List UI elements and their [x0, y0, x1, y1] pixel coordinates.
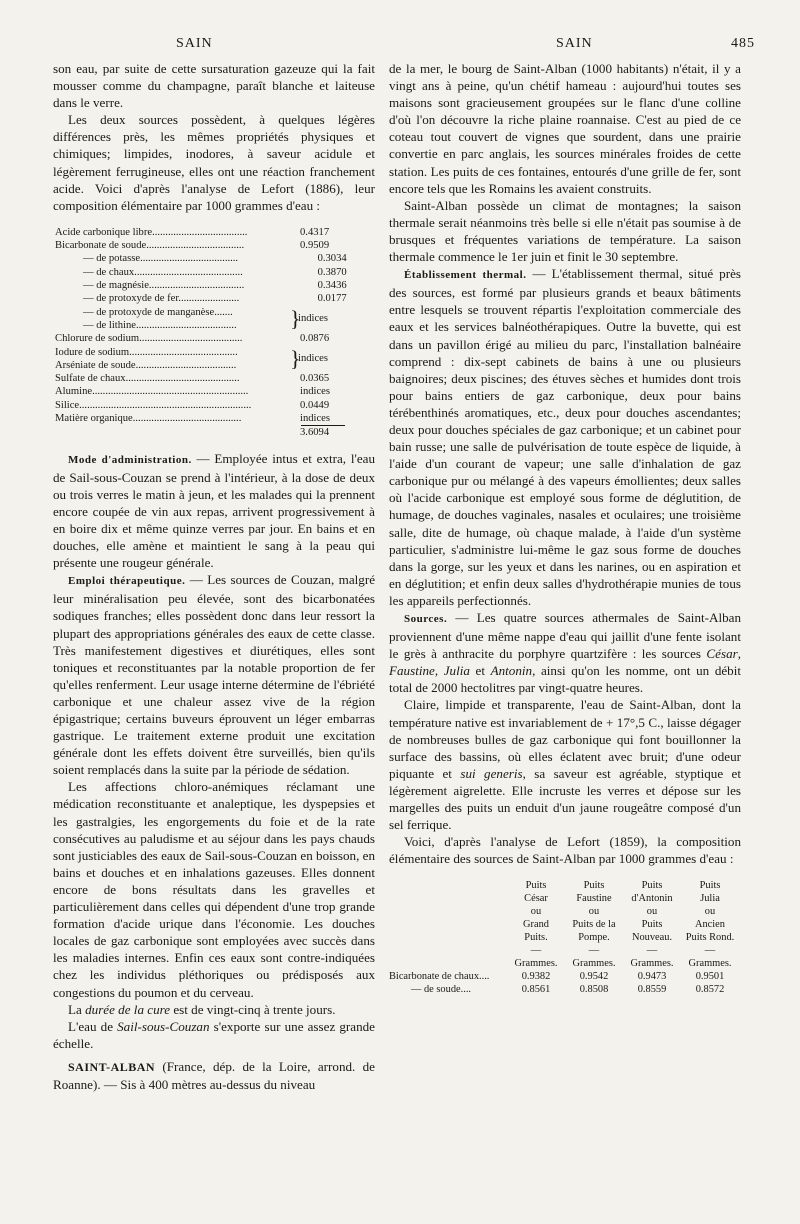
page-number: 485 — [731, 36, 755, 51]
header-line: Grand — [523, 919, 549, 931]
paragraph — [53, 1001, 375, 1018]
composition-name: Matière organique......................................... — [55, 413, 242, 424]
composition-value: indices — [298, 313, 329, 325]
row-label: Bicarbonate de chaux.... — [389, 971, 490, 983]
section-text: — Employée intus et extra, l'eau de Sail-sous-Couzan se prend à l'intérieur, à la dose de deux ou trois verres le matin à jeun, et les malades qui la prennent encore coupée de vin aux repas, arrivent progressivement à en boire dix et même quinze verres par jour. En bains et en douches, elle amène et maintient le sang à la peau qui présente une rougeur générale. — [53, 450, 376, 571]
header-line: Puits. — [524, 932, 548, 944]
section-text: — L'établissement thermal, situé près des sources, est formé par plusieurs grands et beaux bâtiments entre lesquels se trouvent répartis l'exploitation commerciale des eaux et les services balnéothérapiques. Outre la buvette, qui est dans un pavillon érigé au milieu du parc, l'installation balnéaire comprend : dix-sept cabinets de bains à une ou plusieurs baignoires; deux piscines; des étuves sèches et humides dont trois pour bains entiers de gaz carbonique, deux pour bains térébenthinés aromatiques, etc., deux pour douches ascendantes; deux pour douches spéciales de gaz carbonique; et un cabinet pour bain russe; une salle de pulvérisation de toute espèce de liquide, à l'aide d'un courant de vapeur; une salle d'inhalation de gaz carbonique pur ou mélangé à des vapeurs émollientes; deux salles où l'acide carbonique est employé sous forme de déglutition, de humage, de douches vaginales, nasales et oculaires; une troisième salle, dite de humage, où chaque malade, à l'aide d'un système particulier, s'administre lui-même le gaz sous forme de douches dans la gorge, sur les yeux et dans les narines, ou en aspiration et en déglutition; et enfin deux salles d'hydrothérapie munies de tous les appareils perfectionnés. — [389, 266, 742, 608]
header-line: Puits — [525, 880, 547, 892]
section-text: , ainsi qu'on les nomme, ont un débit total de 2000 hectolitres par vingt-quatre heures. — [389, 663, 741, 696]
paragraph: Les deux sources possèdent, à quelques légères différences près, les mêmes propriétés physiques et chimiques; limpides, inodores, à saveur acidule et légèrement ferrugineuse, elles ont une réaction franchement acide. Voici d'après l'analyse de Lefort (1886), leur composition élémentaire par 1000 grammes d'eau : — [53, 112, 375, 213]
header-line: Puits — [699, 880, 721, 892]
table-header — [389, 879, 741, 944]
composition-name: Bicarbonate de soude..................................... — [55, 240, 245, 252]
text-run: L'eau de — [68, 1018, 118, 1034]
dash-cell: — — [704, 945, 716, 957]
header-line: Nouveau. — [631, 932, 673, 944]
table-cell: 0.9382 — [521, 971, 551, 983]
unit-cell: Grammes. — [514, 958, 558, 970]
composition-name: Iodure de sodium......................................... — [55, 346, 238, 358]
table-cell: 0.8561 — [521, 984, 551, 996]
paragraph — [53, 571, 375, 778]
composition-total: 3.6094 — [300, 427, 330, 439]
text-run: est de vingt-cinq à trente jours. — [170, 1001, 336, 1017]
composition-row — [55, 266, 375, 279]
paragraph: Saint-Alban possède un climat de montagnes; la saison thermale serait néanmoins très belle si elle n'était pas soumise à de brusques et fréquentes variations de température. La saison thermale commence le 1er juin et finit le 30 septembre. — [389, 197, 741, 265]
table-dash-row — [389, 944, 741, 957]
composition-name: Arséniate de soude...................................... — [55, 359, 237, 371]
composition-name: Chlorure de sodium....................................... — [55, 333, 243, 345]
composition-row — [55, 239, 375, 252]
analysis-table — [389, 879, 741, 996]
composition-row — [55, 372, 375, 385]
column-header — [565, 879, 623, 944]
section-heading: Mode d'administration. — [68, 453, 192, 466]
brace-glyph: } — [290, 305, 301, 331]
composition-value: indices — [300, 386, 331, 398]
composition-name: — de magnésie.................................... — [83, 280, 245, 292]
paragraph — [389, 265, 741, 609]
column-header — [681, 879, 739, 944]
header-line: ou — [704, 906, 716, 918]
source-name: Faustine — [389, 663, 435, 679]
header-line: ou — [646, 906, 658, 918]
running-head-right: SAIN — [556, 36, 593, 51]
entry-headword: SAINT-ALBAN — [68, 1059, 156, 1074]
composition-name: — de protoxyde de manganèse....... — [83, 306, 233, 318]
paragraph: de la mer, le bourg de Saint-Alban (1000 habitants) n'était, il y a vingt ans à peine, qu'un chétif hameau : aujourd'hui toutes ses maisons sont gracieusement groupées sur le flanc d'une colline d'où l'on découvre la riche plaine roannaise. C'est au pied de ce coteau tout couvert de vignes que sourdent, dans une prairie convertie en parc anglais, les sources minérales froides de cette station. Les puits de ces fontaines, entourés d'une grille de fer, sont encore tels que les Romains les avaient construits. — [389, 61, 741, 196]
composition-name: — de protoxyde de fer....................... — [83, 293, 240, 305]
header-line: Puits de la — [572, 919, 616, 931]
composition-value: indices — [298, 353, 329, 365]
brace-glyph: } — [290, 345, 301, 371]
table-cell: 0.8572 — [695, 984, 725, 996]
composition-value: 0.9509 — [300, 240, 330, 252]
composition-name: Acide carbonique libre.................................... — [55, 226, 248, 238]
table-cell: 0.9473 — [637, 971, 667, 983]
header-line: ou — [588, 906, 600, 918]
section-heading: Établissement thermal. — [404, 269, 527, 282]
italic-run: Sail-sous-Couzan — [117, 1018, 210, 1034]
header-line: César — [524, 893, 548, 905]
composition-row — [55, 332, 375, 345]
composition-name: Sulfate de chaux........................................... — [55, 373, 240, 385]
composition-value: 0.3034 — [317, 253, 347, 265]
left-column — [53, 60, 375, 1093]
section-text: — Les sources de Couzan, malgré leur minéralisation peu élevée, sont des bicarbonatées sodiques franches; elles possèdent donc dans leur ressort la plupart des appropriations générales des eaux de cette classe. Très manifestement digestives et diurétiques, elles sont toniques et reconstituantes par la notable proportion de fer qu'elles renferment. Leur usage interne détermine de l'ébriété carbonique et une chaleur assez vive de la région épigastrique; certains buveurs éprouvent un léger embarras gastrique. Le traitement externe produit une excitation générale dont les effets doivent être surveillés, bien qu'ils soient remplacés dans la suite par la période de sédation. — [53, 572, 375, 778]
italic-run: sui generis — [460, 765, 523, 781]
row-label: — de soude.... — [411, 984, 472, 996]
composition-row — [55, 399, 375, 412]
composition-value: 0.3436 — [317, 280, 347, 292]
entry-text: (France, dép. de la Loire, arrond. de Roanne). — Sis à 400 mètres au-dessus du niveau — [53, 1058, 375, 1092]
column-header — [623, 879, 681, 944]
section-heading: Emploi thérapeutique. — [68, 575, 186, 588]
composition-row — [55, 385, 375, 398]
header-line: Faustine — [576, 893, 612, 905]
composition-row — [55, 292, 375, 305]
dash-cell: — — [588, 945, 600, 957]
table-row — [389, 983, 741, 996]
composition-group — [55, 346, 375, 373]
entry-paragraph — [53, 1058, 375, 1093]
composition-value: indices — [300, 413, 331, 424]
composition-value: 0.4317 — [300, 226, 330, 238]
table-cell: 0.8508 — [579, 984, 609, 996]
table-cell: 0.9542 — [579, 971, 609, 983]
unit-cell: Grammes. — [630, 958, 674, 970]
running-head-left: SAIN — [176, 36, 213, 51]
unit-cell: Grammes. — [572, 958, 616, 970]
header-line: d'Antonin — [631, 893, 673, 905]
source-name: César — [706, 646, 738, 662]
dash-cell: — — [530, 945, 542, 957]
header-line: Puits — [641, 880, 663, 892]
paragraph: Voici, d'après l'analyse de Lefort (1859), la composition élémentaire des sources de Saint-Alban par 1000 grammes d'eau : — [389, 834, 741, 867]
unit-cell: Grammes. — [688, 958, 732, 970]
header-line: Puits — [641, 919, 663, 931]
header-line: Ancien — [694, 919, 725, 931]
section-text: — Les quatre sources athermales de Saint-Alban proviennent d'une même nappe d'eau qui jaillit d'une fente isolant le grès à anthracite du porphyre quartzifère : les sources — [389, 610, 741, 662]
composition-name: — de lithine...................................... — [83, 319, 237, 331]
text-run: Claire, limpide et transparente, l'eau de Saint-Alban, dont la température native est invariablement de + 17°,5 C., laisse dégager de nombreuses bulles de gaz carbonique qui font bouillonner la surface des bassins, où elles éclatent avec bruit; d'une odeur piquante et — [389, 697, 741, 781]
text-run: La — [68, 1001, 86, 1017]
composition-name: Silice................................................................. — [55, 399, 252, 411]
composition-name: Alumine........................................................... — [55, 386, 249, 398]
composition-value: 0.3870 — [317, 266, 347, 278]
header-line: ou — [530, 906, 542, 918]
composition-name: — de chaux......................................... — [83, 266, 243, 278]
composition-value: 0.0365 — [300, 373, 330, 385]
text-run: , sa saveur est agréable, styptique et légèrement aigrelette. Elle incruste les verres et dépose sur les margelles des puits un enduit d'un jaune rougeâtre composé d'un sel ferrique. — [389, 765, 741, 833]
composition-value: 0.0449 — [300, 399, 330, 411]
section-heading: Sources. — [404, 613, 448, 625]
italic-run: durée de la cure — [85, 1001, 171, 1017]
header-line: Puits Rond. — [685, 932, 735, 944]
paragraph: Les affections chloro-anémiques réclamant une médication reconstituante et analeptique, les dyspepsies et les gastralgies, les engorgements du foie et de la rate consécutives au paludisme et au séjour dans les pays chauds sont justiciables des eaux de Sail-sous-Couzan en boisson, en bains et douches et en inhalations gazeuses. Elles donnent encore de bons résultats dans les gravelles et particulièrement dans celles qui dépendent d'une trop grande formation d'acide urique dans l'économie. Les douches locales de gaz carbonique sont employées avec succès dans les maladies internes. Enfin ces eaux sont contre-indiquées chez les individus pléthoriques ou prédisposés aux congestions du poumon et du cerveau. — [53, 779, 375, 1000]
paragraph: son eau, par suite de cette sursaturation gazeuze qui la fait mousser comme du champagne, paraît blanche et laiteuse dans le verre. — [53, 61, 375, 111]
composition-group — [55, 306, 375, 333]
composition-value: 0.0876 — [300, 333, 330, 345]
header-line: Puits — [583, 880, 605, 892]
composition-row — [55, 279, 375, 292]
table-cell: 0.8559 — [637, 984, 667, 996]
right-column — [389, 60, 741, 996]
column-header — [507, 879, 565, 944]
composition-row — [55, 226, 375, 239]
dash-cell: — — [646, 945, 658, 957]
source-name: Julia — [443, 663, 470, 679]
paragraph — [53, 1018, 375, 1052]
composition-value: 0.0177 — [317, 293, 347, 305]
units-row — [389, 957, 741, 970]
composition-row — [55, 252, 375, 265]
text-run: s'exporte sur une assez grande échelle. — [53, 1018, 375, 1051]
table-cell: 0.9501 — [695, 971, 725, 983]
paragraph: Sources. — Les quatre sources athermales de Saint-Alban proviennent d'une même nappe d'eau qui jaillit d'une fente isolant le grès à anthracite du porphyre quartzifère : les sources César, Faustine, Julia et Antonin, ainsi qu'on les nomme, ont un débit total de 2000 hectolitres par vingt-quatre heures. — [389, 610, 741, 696]
source-name: Antonin — [490, 663, 533, 679]
header-line: Pompe. — [578, 932, 610, 944]
composition-table — [55, 226, 375, 440]
paragraph — [53, 450, 375, 572]
composition-row — [55, 412, 375, 425]
paragraph — [389, 696, 741, 833]
composition-name: — de potasse..................................... — [83, 253, 239, 265]
table-row — [389, 970, 741, 983]
header-line: Julia — [700, 893, 720, 905]
